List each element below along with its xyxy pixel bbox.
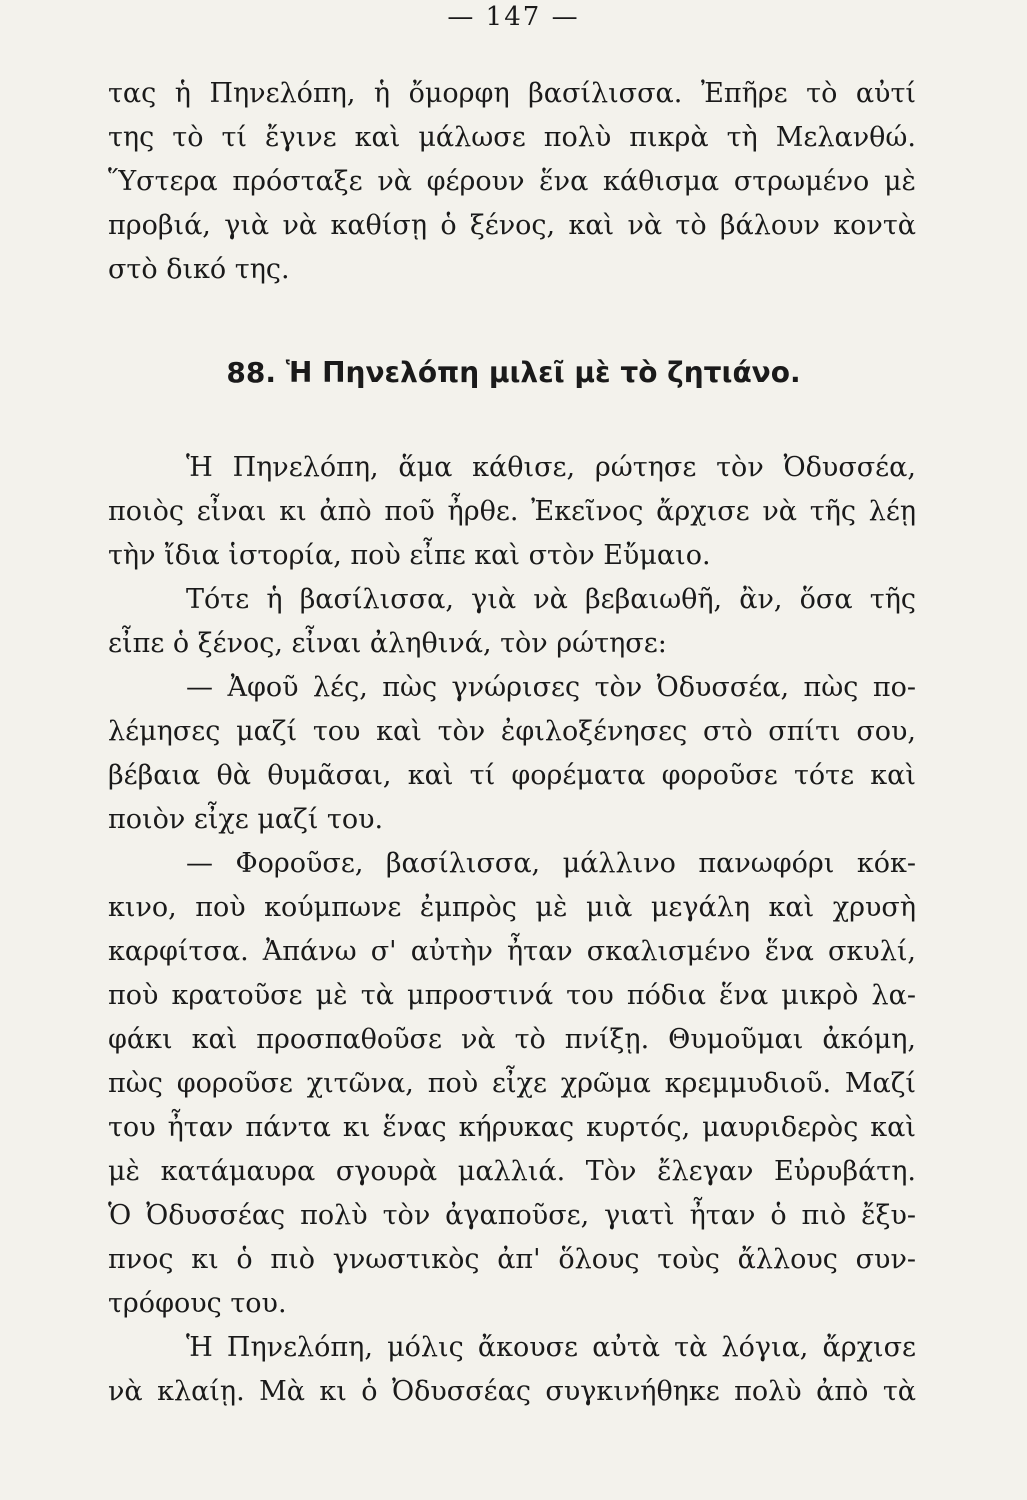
text-line: Ἡ Πηνελόπη, ἅμα κάθισε, ρώτησε τὸν Ὀδυσσέα,: [186, 452, 916, 483]
text-line: — Φοροῦσε, βασίλισσα, μάλλινο πανωφόρι κόκ-: [186, 848, 916, 879]
text-line: τρόφους του.: [108, 1288, 287, 1319]
text-line: κινο, ποὺ κούμπωνε ἐμπρὸς μὲ μιὰ μεγάλη καὶ χρυσὴ: [108, 892, 916, 923]
paragraph: [108, 1326, 916, 1414]
text-line: στὸ δικό της.: [108, 254, 290, 285]
text-line: βέβαια θὰ θυμᾶσαι, καὶ τί φορέματα φοροῦσε τότε καὶ: [108, 760, 916, 791]
text-line: νὰ κλαίῃ. Μὰ κι ὁ Ὀδυσσέας συγκινήθηκε πολὺ ἀπὸ τὰ: [108, 1376, 916, 1407]
text-line: Ἡ Πηνελόπη, μόλις ἄκουσε αὐτὰ τὰ λόγια, ἄρχισε: [186, 1332, 916, 1363]
text-line: πὼς φοροῦσε χιτῶνα, ποὺ εἶχε χρῶμα κρεμμυδιοῦ. Μαζί: [108, 1068, 916, 1099]
text-line: της τὸ τί ἔγινε καὶ μάλωσε πολὺ πικρὰ τὴ Μελανθώ.: [108, 122, 916, 153]
text-line: προβιά, γιὰ νὰ καθίσῃ ὁ ξένος, καὶ νὰ τὸ βάλουν κοντὰ: [108, 210, 916, 241]
text-line: ποιὸς εἶναι κι ἀπὸ ποῦ ἦρθε. Ἐκεῖνος ἄρχισε νὰ τῆς λέῃ: [108, 496, 916, 527]
text-line: λέμησες μαζί του καὶ τὸν ἐφιλοξένησες στὸ σπίτι σου,: [108, 716, 916, 747]
text-line: μὲ κατάμαυρα σγουρὰ μαλλιά. Τὸν ἔλεγαν Εὐρυβάτη.: [108, 1156, 916, 1187]
dialogue-paragraph: [108, 666, 916, 842]
dialogue-paragraph: [108, 842, 916, 1326]
text-line: Ὕστερα πρόσταξε νὰ φέρουν ἕνα κάθισμα στρωμένο μὲ: [108, 166, 916, 197]
paragraph: [108, 446, 916, 578]
paragraph-continuation: [108, 72, 916, 292]
text-line: Ὁ Ὀδυσσέας πολὺ τὸν ἀγαποῦσε, γιατὶ ἦταν ὁ πιὸ ἔξυ-: [108, 1200, 916, 1231]
text-line: τὴν ἴδια ἱστορία, ποὺ εἶπε καὶ στὸν Εὔμαιο.: [108, 540, 711, 571]
text-line: καρφίτσα. Ἀπάνω σ' αὐτὴν ἦταν σκαλισμένο ἕνα σκυλί,: [108, 936, 916, 967]
section-heading: 88. Ἡ Πηνελόπη μιλεῖ μὲ τὸ ζητιάνο.: [226, 356, 801, 389]
text-line: πνος κι ὁ πιὸ γνωστικὸς ἀπ' ὅλους τοὺς ἄλλους συν-: [108, 1244, 916, 1275]
text-line: φάκι καὶ προσπαθοῦσε νὰ τὸ πνίξῃ. Θυμοῦμαι ἀκόμη,: [108, 1024, 916, 1055]
text-line: — Ἀφοῦ λές, πὼς γνώρισες τὸν Ὀδυσσέα, πὼς πο-: [186, 672, 916, 703]
text-line: Τότε ἡ βασίλισσα, γιὰ νὰ βεβαιωθῆ, ἂν, ὅσα τῆς: [186, 584, 916, 615]
text-line: ποὺ κρατοῦσε μὲ τὰ μπροστινά του πόδια ἕνα μικρὸ λα-: [108, 980, 916, 1011]
paragraph: [108, 578, 916, 666]
text-line: εἶπε ὁ ξένος, εἶναι ἀληθινά, τὸν ρώτησε:: [108, 628, 667, 659]
text-line: του ἦταν πάντα κι ἕνας κήρυκας κυρτός, μαυριδερὸς καὶ: [108, 1112, 916, 1143]
page-number: — 147 —: [447, 2, 580, 32]
text-line: τας ἡ Πηνελόπη, ἡ ὄμορφη βασίλισσα. Ἐπῆρε τὸ αὐτί: [108, 78, 916, 109]
text-line: ποιὸν εἶχε μαζί του.: [108, 804, 384, 835]
